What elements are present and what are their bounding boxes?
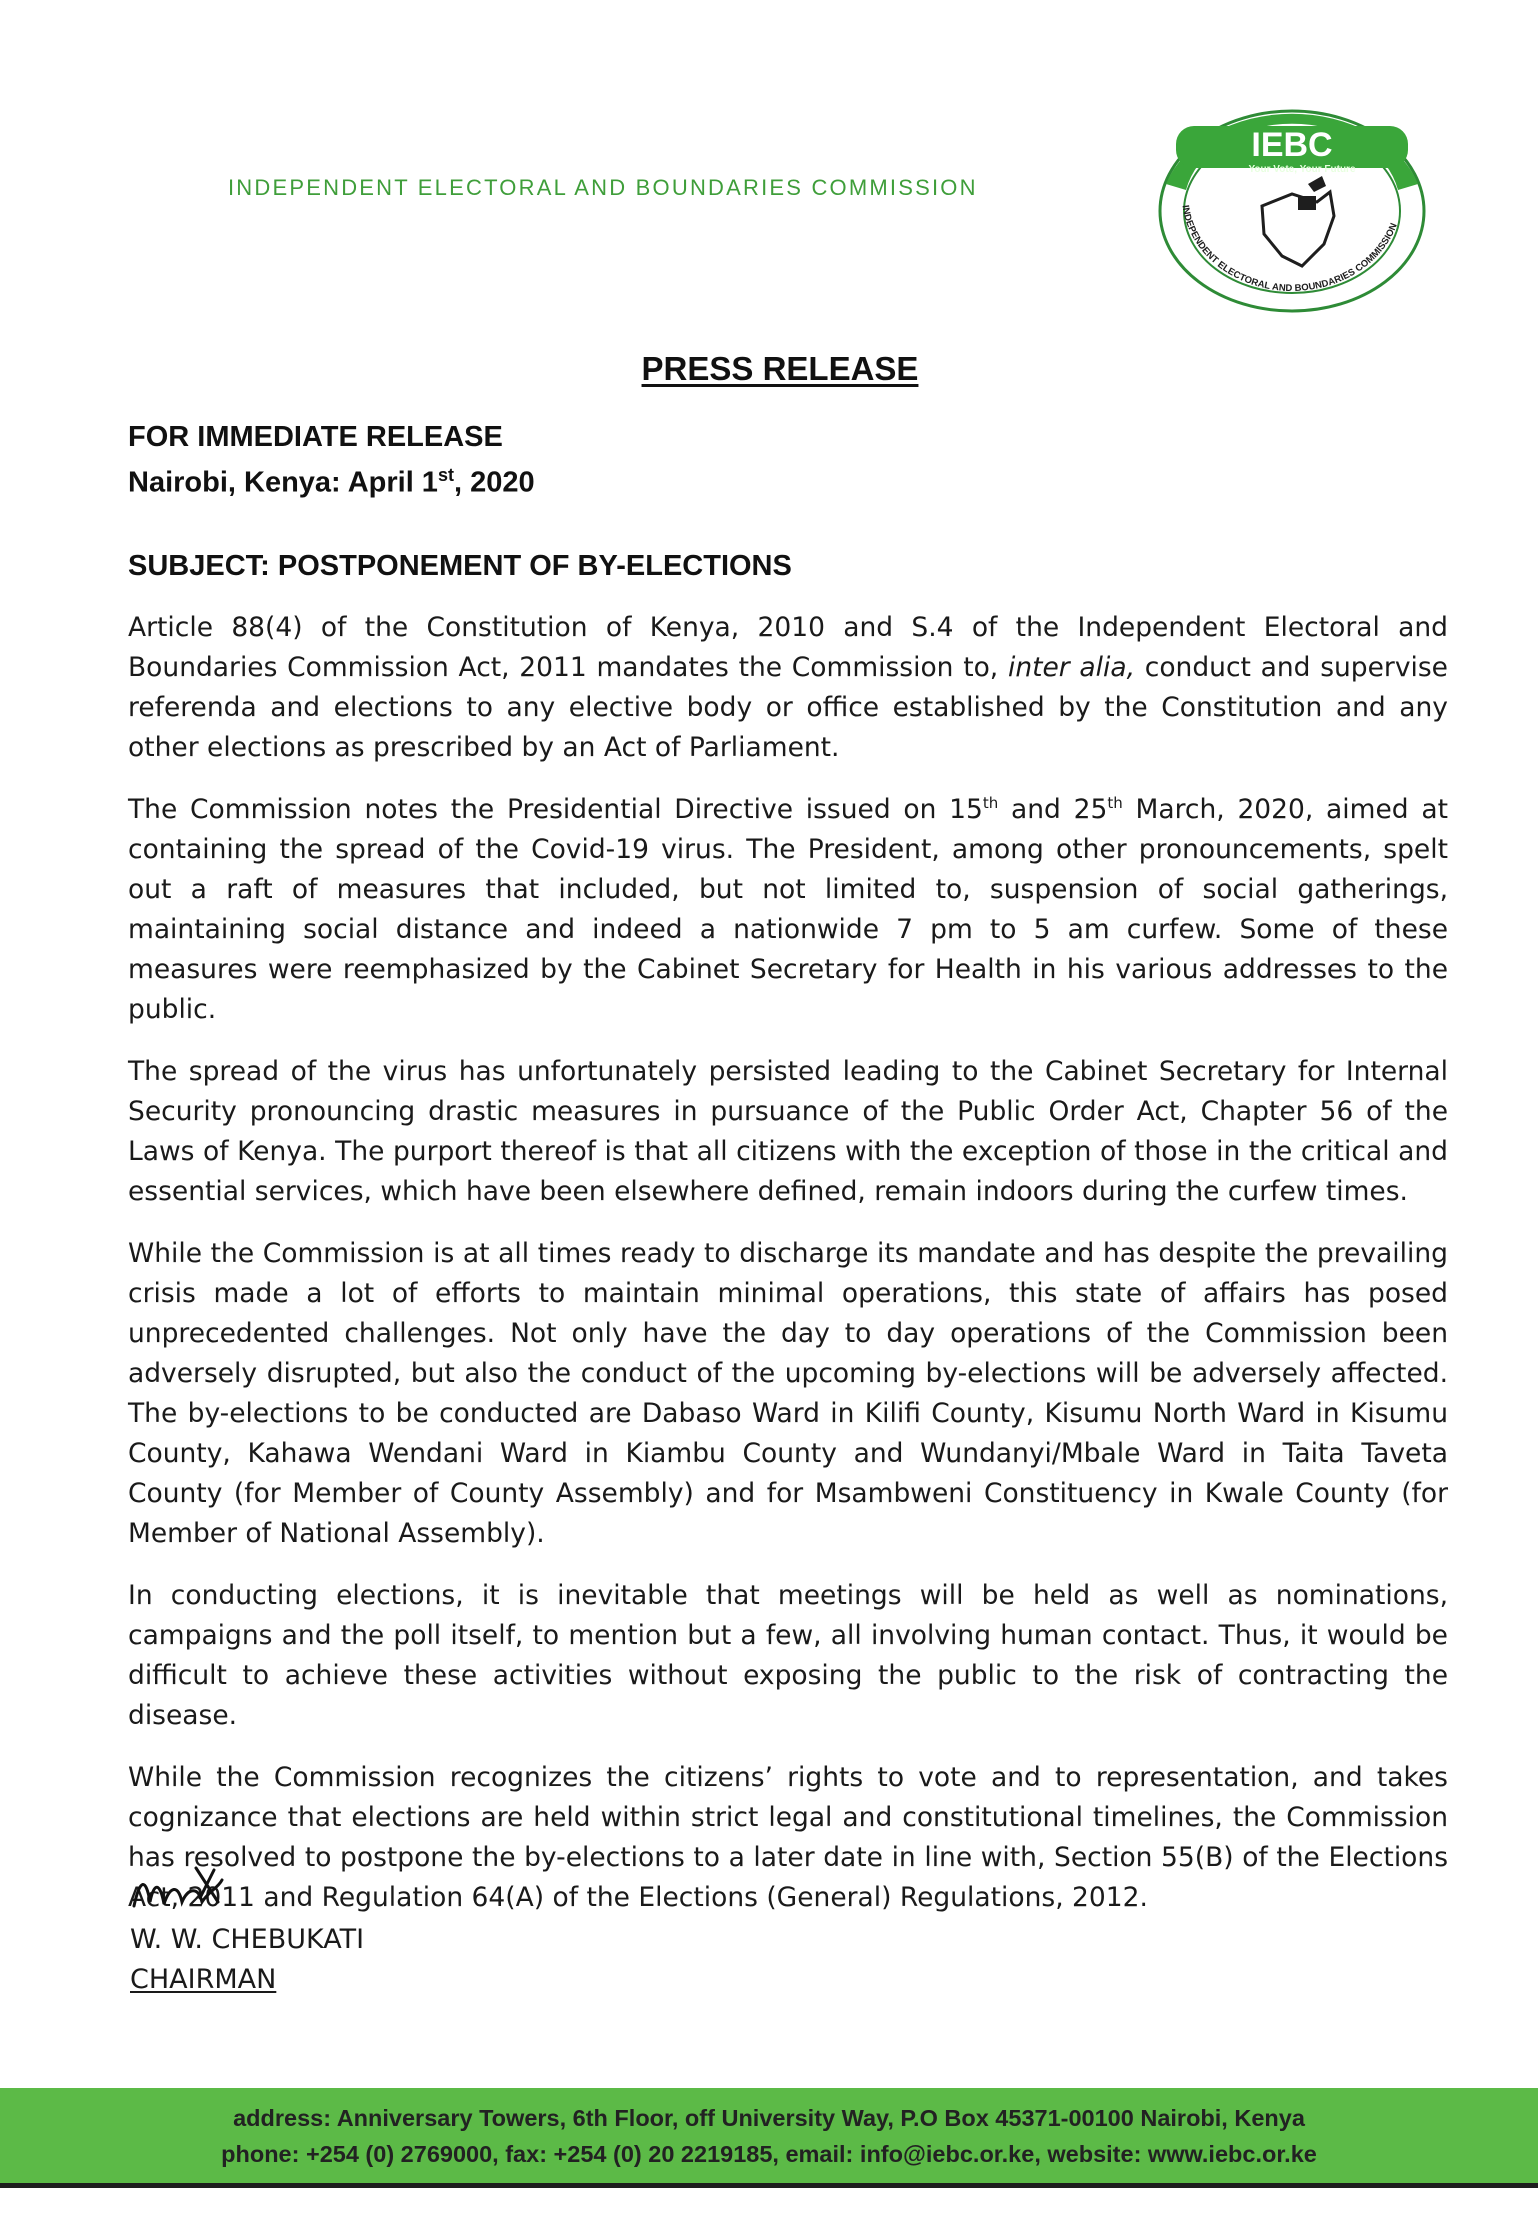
release-info: [128, 418, 535, 502]
paragraph-2: The Commission notes the Presidential Directive issued on 15th and 25th March, 2020, aimed at containing the spread of the Covid-19 virus. The President, among other pronouncements, spelt out a raft of measures that included, but not limited to, suspension of social gatherings, maintaining social distance and indeed a nationwide 7 pm to 5 am curfew. Some of these measures were reemphasized by the Cabinet Secretary for Health in his various addresses to the public.: [128, 794, 1448, 1025]
paragraph-1: Article 88(4) of the Constitution of Kenya, 2010 and S.4 of the Independent Electoral and Boundaries Commission Act, 2011 mandates the Commission to, inter alia, conduct and supervise referenda and elections to any elective body or office established by the Constitution and any other elections as prescribed by an Act of Parliament.: [128, 612, 1448, 763]
organization-name: INDEPENDENT ELECTORAL AND BOUNDARIES COMMISSION: [228, 175, 978, 200]
logo-acronym: IEBC: [1251, 126, 1333, 164]
paragraph-3: The spread of the virus has unfortunately persisted leading to the Cabinet Secretary for Internal Security pronouncing drastic measures in pursuance of the Public Order Act, Chapter 56 of the Laws of Kenya. The purport thereof is that all citizens with the exception of those in the critical and essential services, which have been elsewhere defined, remain indoors during the curfew times.: [128, 1056, 1448, 1207]
signatory-name: W. W. CHEBUKATI: [130, 1924, 365, 1955]
signatory-role: CHAIRMAN: [130, 1964, 277, 1995]
handwritten-signature: [126, 1858, 256, 1928]
paragraph-6: While the Commission recognizes the citizens’ rights to vote and to representation, and takes cognizance that elections are held within strict legal and constitutional timelines, the Commission has resolved to postpone the by-elections to a later date in line with, Section 55(B) of the Elections Act, 2011 and Regulation 64(A) of the Elections (General) Regulations, 2012.: [128, 1762, 1448, 1913]
page-title: PRESS RELEASE: [641, 350, 919, 387]
release-dateline: Nairobi, Kenya: April 1st, 2020: [128, 465, 535, 499]
iebc-logo: [1152, 106, 1432, 316]
paragraph-5: In conducting elections, it is inevitable that meetings will be held as well as nominations, campaigns and the poll itself, to mention but a few, all involving human contact. Thus, it would be difficult to achieve these activities without exposing the public to the risk of contracting the disease.: [128, 1580, 1448, 1731]
paragraph-4: While the Commission is at all times ready to discharge its mandate and has despite the prevailing crisis made a lot of efforts to maintain minimal operations, this state of affairs has posed unprecedented challenges. Not only have the day to day operations of the Commission been adversely disrupted, but also the conduct of the upcoming by-elections will be adversely affected. The by-elections to be conducted are Dabaso Ward in Kilifi County, Kisumu North Ward in Kisumu County, Kahawa Wendani Ward in Kiambu County and Wundanyi/Mbale Ward in Taita Taveta County (for Member of County Assembly) and for Msambweni Constituency in Kwale County (for Member of National Assembly).: [128, 1238, 1448, 1549]
logo-ring-text: INDEPENDENT ELECTORAL AND BOUNDARIES COMMISSION: [1179, 204, 1400, 295]
footer-contacts: phone: +254 (0) 2769000, fax: +254 (0) 20 2219185, email: info@iebc.or.ke, website: www.iebc.or.ke: [221, 2141, 1317, 2167]
release-timing: FOR IMMEDIATE RELEASE: [128, 421, 503, 453]
press-release-body: [128, 608, 1448, 1940]
signatory-block: [130, 1920, 364, 2000]
footer-contact-bar: [0, 2088, 1538, 2188]
logo-tagline: Your Vote, Your Future: [1248, 164, 1356, 175]
footer-address: address: Anniversary Towers, 6th Floor, off University Way, P.O Box 45371-00100 Nairobi, Kenya: [233, 2105, 1305, 2131]
subject-line: SUBJECT: POSTPONEMENT OF BY-ELECTIONS: [128, 550, 792, 582]
